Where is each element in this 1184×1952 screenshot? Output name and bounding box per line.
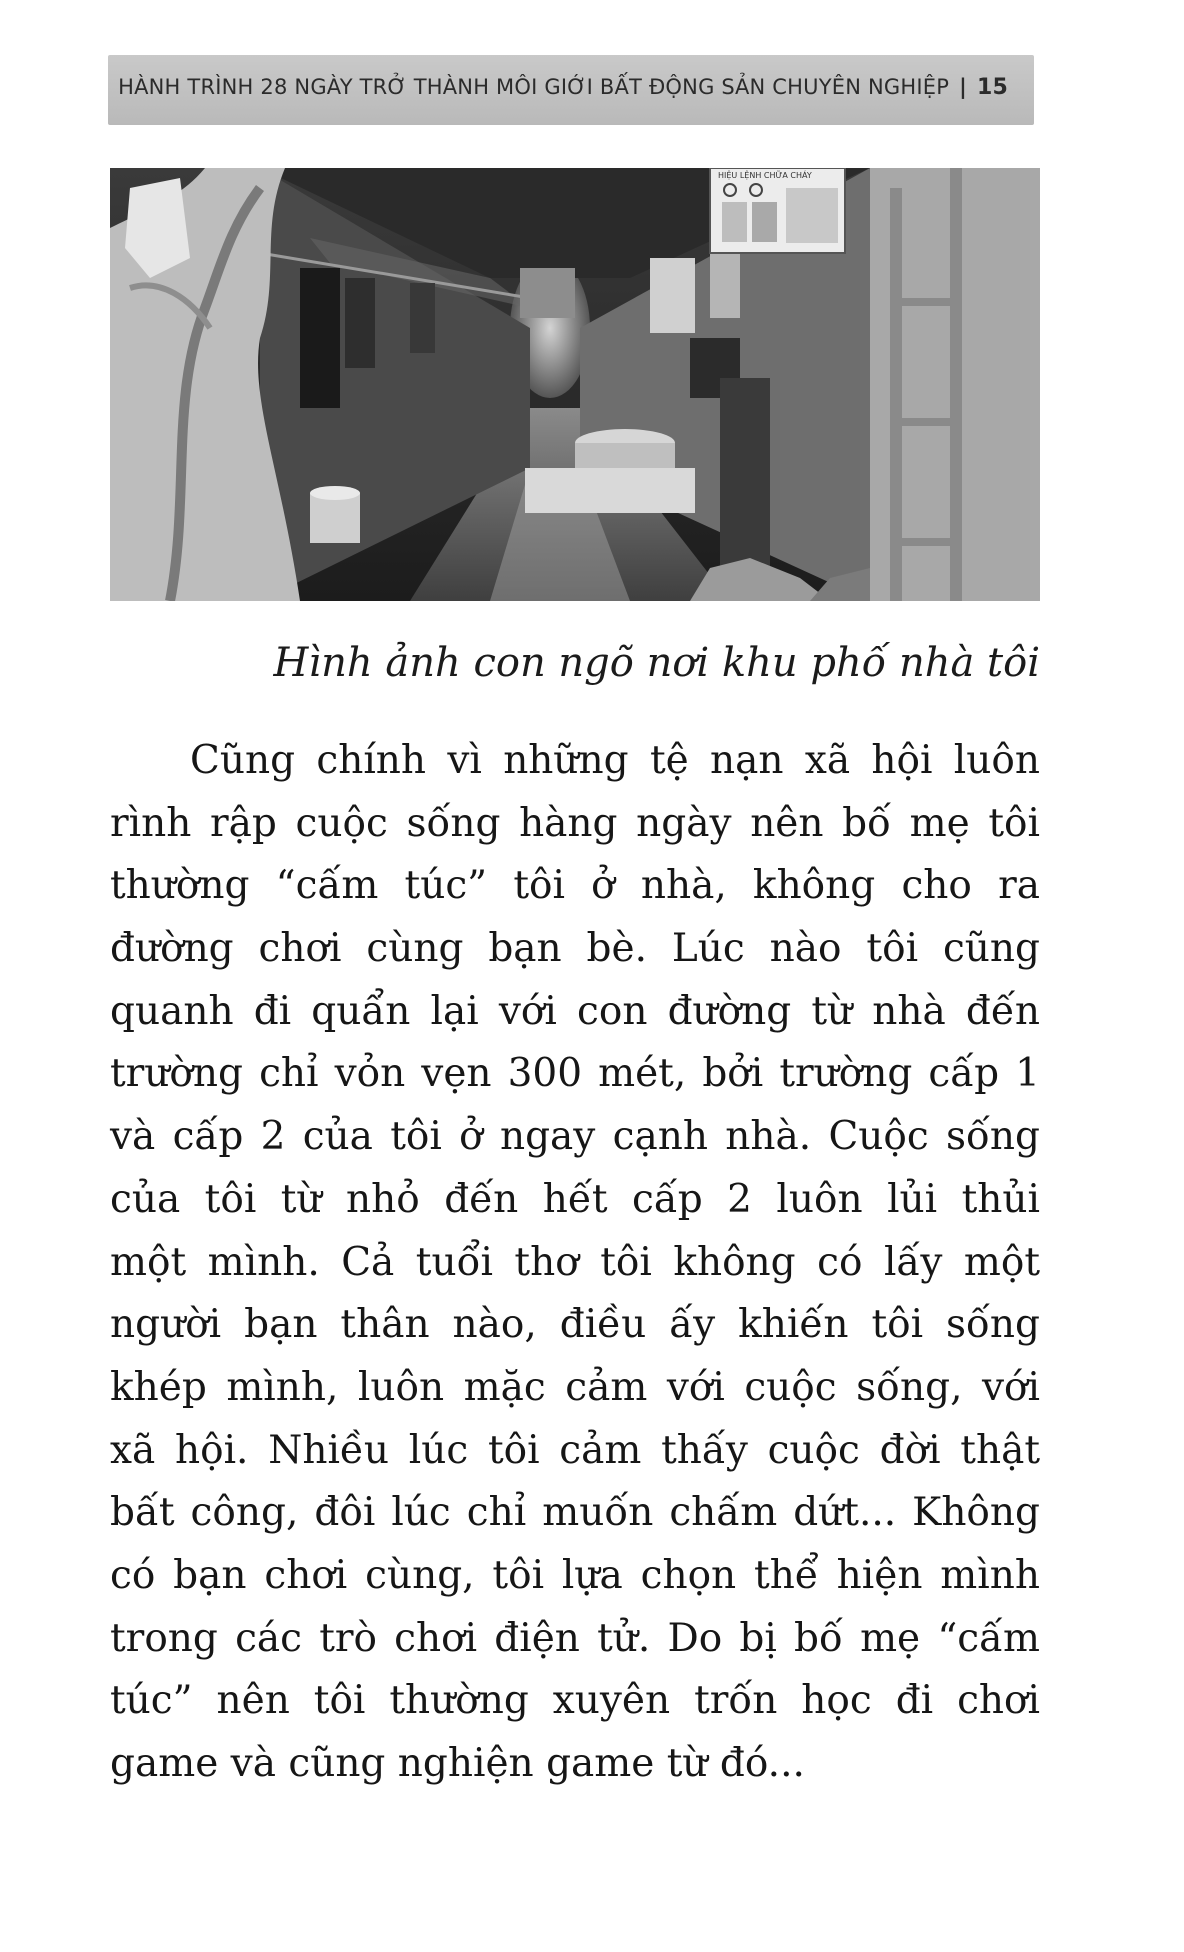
text-line: đường chơi cùng bạn bè. Lúc nào tôi cũng [110, 926, 1040, 972]
body-paragraph [110, 730, 1040, 1796]
text-line: khép mình, luôn mặc cảm với cuộc sống, với [110, 1364, 1040, 1410]
text-line: một mình. Cả tuổi thơ tôi không có lấy một [110, 1239, 1040, 1285]
running-header-text [118, 75, 1008, 100]
alley-photo [110, 168, 1040, 601]
alley-photo-illustration [110, 168, 1040, 601]
text-line: Cũng chính vì những tệ nạn xã hội luôn [190, 738, 1040, 783]
text-line: và cấp 2 của tôi ở ngay cạnh nhà. Cuộc sống [110, 1114, 1040, 1160]
text-line: game và cũng nghiện game từ đó... [110, 1741, 805, 1786]
running-title: HÀNH TRÌNH 28 NGÀY TRỞ THÀNH MÔI GIỚI BẤT ĐỘNG SẢN CHUYÊN NGHIỆP [118, 75, 950, 99]
text-line: trường chỉ vỏn vẹn 300 mét, bởi trường cấp 1 [110, 1051, 1040, 1097]
text-line: túc” nên tôi thường xuyên trốn học đi chơi [110, 1678, 1040, 1724]
text-line: rình rập cuộc sống hàng ngày nên bố mẹ tôi [110, 800, 1040, 846]
text-line: trong các trò chơi điện tử. Do bị bố mẹ “cấm [110, 1615, 1040, 1661]
text-line: người bạn thân nào, điều ấy khiến tôi sống [110, 1302, 1040, 1348]
running-header [108, 55, 1034, 125]
fire-sign-text: HIỆU LỆNH CHỮA CHÁY [718, 171, 812, 180]
photo-caption: Hình ảnh con ngõ nơi khu phố nhà tôi [273, 640, 1040, 686]
text-line: xã hội. Nhiều lúc tôi cảm thấy cuộc đời thật [110, 1427, 1040, 1473]
text-line: của tôi từ nhỏ đến hết cấp 2 luôn lủi thủi [110, 1176, 1040, 1222]
text-line: thường “cấm túc” tôi ở nhà, không cho ra [110, 863, 1040, 909]
header-separator: | [959, 75, 967, 99]
page-number: 15 [976, 75, 1008, 100]
text-line: có bạn chơi cùng, tôi lựa chọn thể hiện mình [110, 1552, 1040, 1598]
text-line: quanh đi quẩn lại với con đường từ nhà đến [110, 988, 1040, 1034]
text-line: bất công, đôi lúc chỉ muốn chấm dứt... Không [110, 1490, 1040, 1536]
